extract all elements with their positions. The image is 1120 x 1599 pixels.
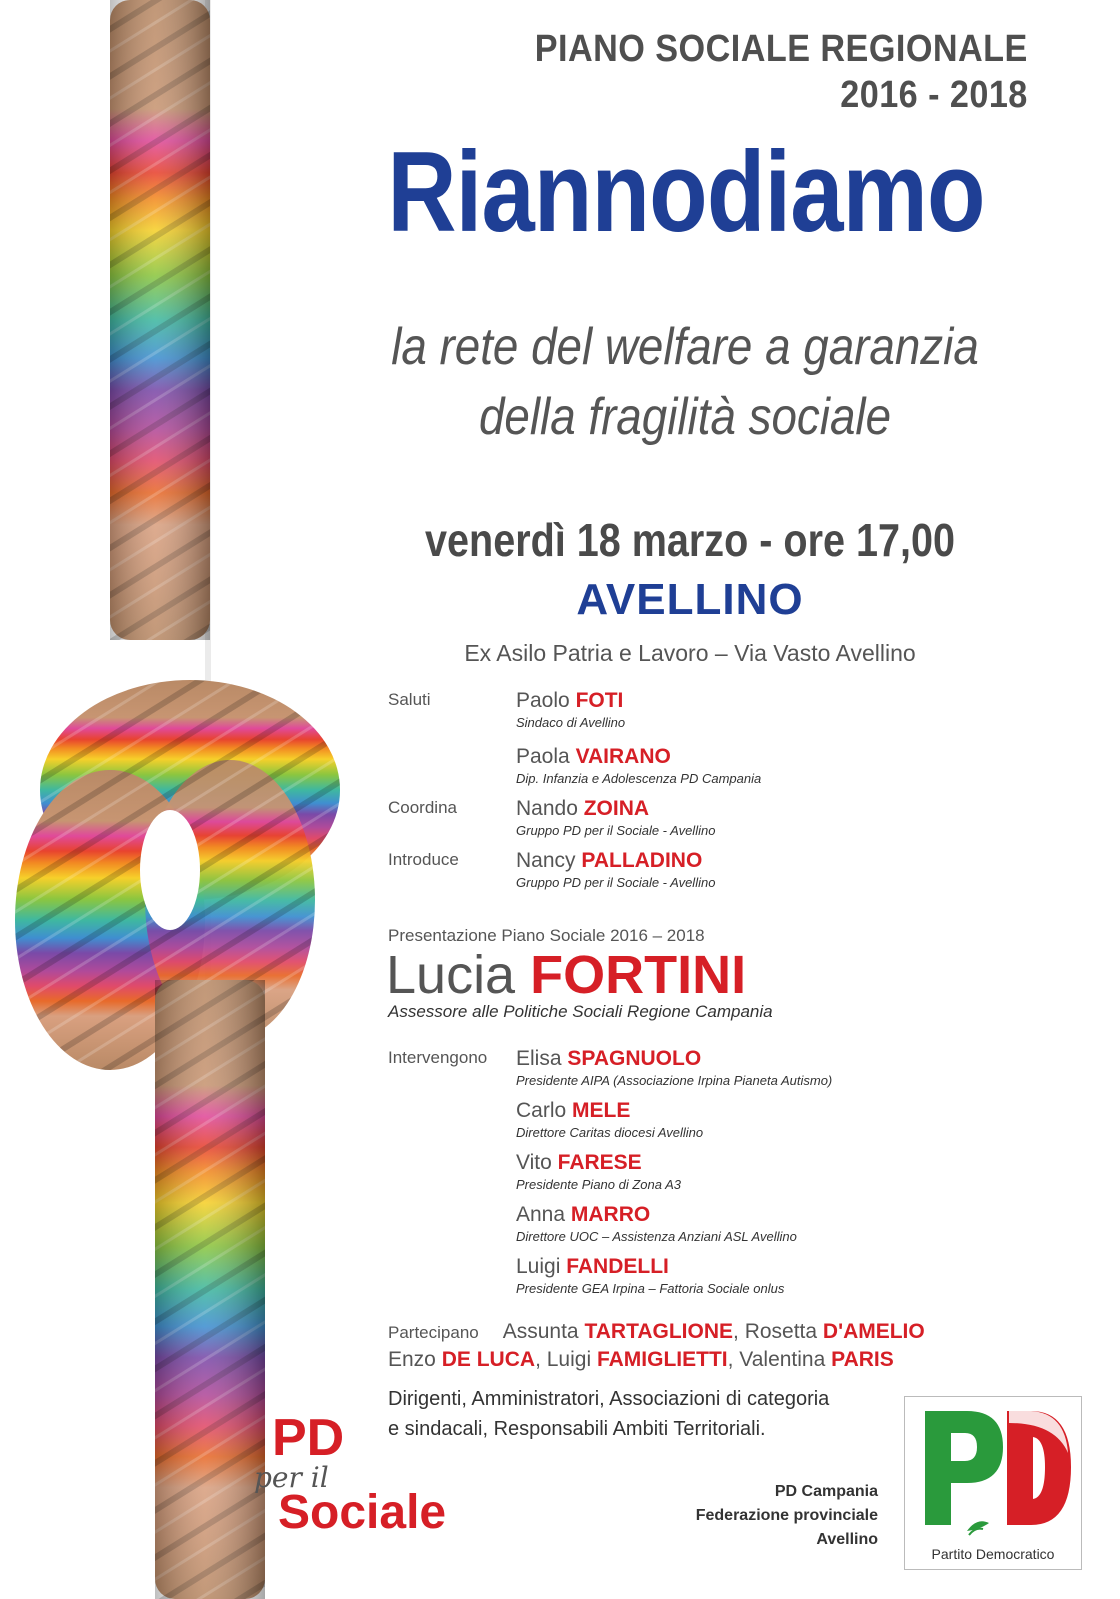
participants-role: Partecipano bbox=[388, 1323, 479, 1342]
event-date: venerdì 18 marzo - ore 17,00 bbox=[425, 514, 955, 566]
program-item bbox=[388, 848, 1028, 900]
main-speaker-title: Assessore alle Politiche Sociali Regione Campania bbox=[388, 1002, 773, 1021]
header-line-1: PIANO SOCIALE REGIONALE bbox=[534, 28, 1028, 70]
organizer: PD Campania Federazione provinciale Avellino bbox=[695, 1483, 878, 1548]
presentation-label: Presentazione Piano Sociale 2016 – 2018 bbox=[388, 926, 705, 945]
program-item bbox=[388, 744, 1028, 796]
program-person-name: Paola VAIRANO bbox=[516, 745, 671, 768]
speaker-item bbox=[388, 1098, 1028, 1150]
program-role: Saluti bbox=[388, 690, 431, 709]
speaker-title: Direttore Caritas diocesi Avellino bbox=[516, 1125, 704, 1140]
speaker-item bbox=[388, 1150, 1028, 1202]
participants-line-1: Partecipano Assunta TARTAGLIONE, Rosetta D'AMELIO bbox=[388, 1320, 925, 1343]
program-item bbox=[388, 796, 1028, 848]
subtitle-line-1: la rete del welfare a garanzia bbox=[391, 318, 979, 376]
speaker-title: Presidente GEA Irpina – Fattoria Sociale onlus bbox=[516, 1281, 785, 1296]
program-role: Introduce bbox=[388, 850, 459, 869]
speaker-title: Presidente AIPA (Associazione Irpina Pianeta Autismo) bbox=[516, 1073, 833, 1088]
program-person-name: Nando ZOINA bbox=[516, 797, 650, 820]
other-attendees: Dirigenti, Amministratori, Associazioni di categoria e sindacali, Responsabili Ambiti Territoriali. bbox=[388, 1388, 830, 1440]
speaker-title: Direttore UOC – Assistenza Anziani ASL Avellino bbox=[516, 1229, 797, 1244]
program-person-title: Dip. Infanzia e Adolescenza PD Campania bbox=[516, 771, 762, 786]
main-title: Riannodiamo bbox=[387, 129, 985, 256]
speaker-name: Anna MARRO bbox=[516, 1203, 651, 1226]
pd-logo-label: Partito Democratico bbox=[931, 1546, 1055, 1562]
speaker-item bbox=[388, 1046, 1028, 1098]
speaker-item bbox=[388, 1202, 1028, 1254]
speaker-name: Elisa SPAGNUOLO bbox=[516, 1047, 702, 1070]
participants-line-2: Enzo DE LUCA, Luigi FAMIGLIETTI, Valentina PARIS bbox=[388, 1348, 894, 1371]
program-item bbox=[388, 688, 1028, 740]
program-person-name: Paolo FOTI bbox=[516, 689, 624, 712]
main-speaker-name: Lucia FORTINI bbox=[386, 945, 747, 1005]
event-venue: Ex Asilo Patria e Lavoro – Via Vasto Avellino bbox=[464, 640, 916, 666]
program-person-title: Gruppo PD per il Sociale - Avellino bbox=[516, 823, 716, 838]
event-city: AVELLINO bbox=[576, 575, 804, 624]
speakers-role: Intervengono bbox=[388, 1048, 488, 1067]
header-line-2: 2016 - 2018 bbox=[840, 74, 1028, 116]
speaker-name: Carlo MELE bbox=[516, 1099, 631, 1122]
partito-democratico-logo bbox=[904, 1396, 1082, 1570]
program-person-title: Gruppo PD per il Sociale - Avellino bbox=[516, 875, 716, 890]
pd-per-il-sociale-logo: PD per il Sociale bbox=[254, 1409, 447, 1539]
header bbox=[535, 26, 1028, 118]
speaker-name: Luigi FANDELLI bbox=[516, 1255, 669, 1278]
speaker-item bbox=[388, 1254, 1028, 1306]
subtitle bbox=[329, 312, 1042, 452]
pd-logo-icon bbox=[905, 1397, 1081, 1547]
program-person-title: Sindaco di Avellino bbox=[516, 715, 626, 730]
program-role: Coordina bbox=[388, 798, 457, 817]
program-person-name: Nancy PALLADINO bbox=[516, 849, 703, 872]
speaker-title: Presidente Piano di Zona A3 bbox=[516, 1177, 682, 1192]
subtitle-line-2: della fragilità sociale bbox=[478, 388, 892, 446]
speaker-name: Vito FARESE bbox=[516, 1151, 642, 1174]
